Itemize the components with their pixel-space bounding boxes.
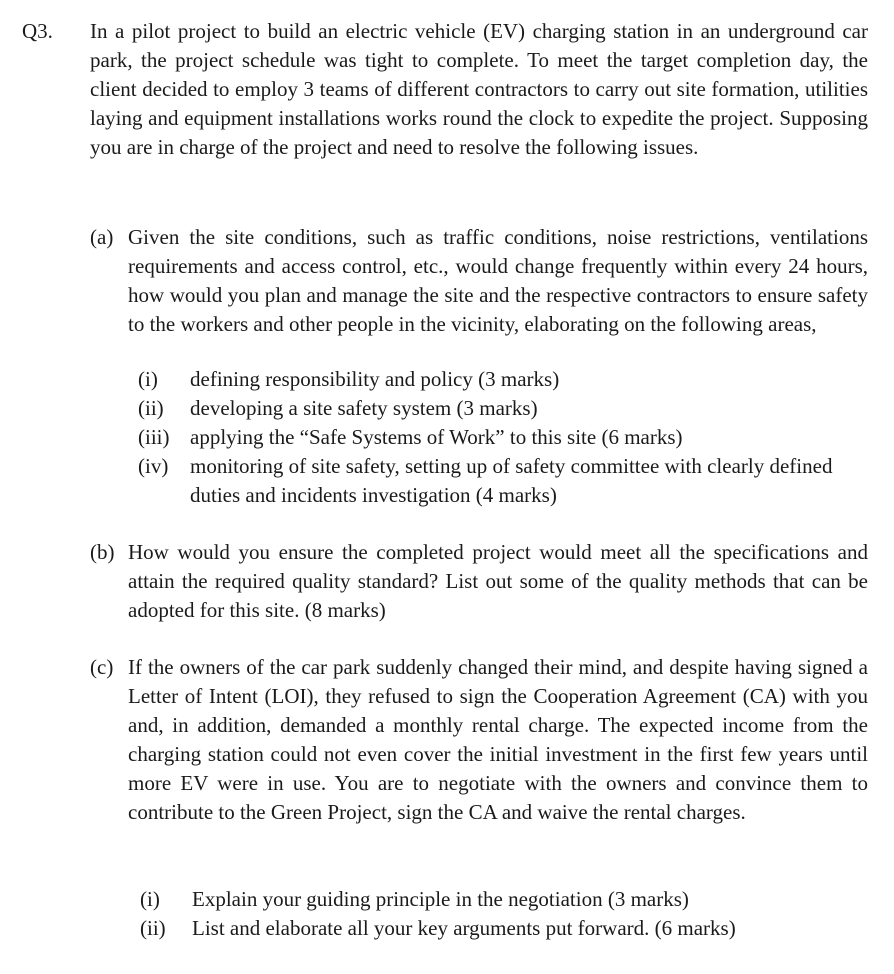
part-a-item-text: applying the “Safe Systems of Work” to this site (6 marks) — [190, 425, 683, 449]
part-a-label: (a) — [90, 225, 114, 249]
part-c-item-text: List and elaborate all your key arguments put forward. (6 marks) — [192, 916, 736, 940]
question-intro: In a pilot project to build an electric vehicle (EV) charging station in an underground car park, the project schedule was tight to complete. To meet the target completion day, the client decided to employ 3 teams of different contractors to carry out site formation, utilities laying and equipment installations works round the clock to expedite the project. Supposing you are in charge of the project and need to resolve the following issues. — [90, 19, 868, 159]
part-a-item-label: (iv) — [138, 454, 169, 478]
part-c-item-ii — [140, 914, 868, 943]
part-b-text: How would you ensure the completed project would meet all the specifications and attain the required quality standard? List out some of the quality methods that can be adopted for this site. (8 marks) — [128, 540, 868, 622]
part-c-text: If the owners of the car park suddenly changed their mind, and despite having signed a Letter of Intent (LOI), they refused to sign the Cooperation Agreement (CA) with you and, in addition, demanded a monthly rental charge. The expected income from the charging station could not even cover the initial investment in the first few years until more EV were in use. You are to negotiate with the owners and convince them to contribute to the Green Project, sign the CA and waive the rental charges. — [128, 655, 868, 824]
part-c — [90, 653, 868, 827]
part-c-item-label: (ii) — [140, 916, 166, 940]
part-a-item-text: developing a site safety system (3 marks) — [190, 396, 538, 420]
part-a-item-ii — [138, 394, 868, 423]
part-a — [90, 223, 868, 339]
part-a-item-text: monitoring of site safety, setting up of safety committee with clearly defined duties and incidents investigation (4 marks) — [190, 454, 833, 507]
part-b — [90, 538, 868, 625]
part-c-item-i — [140, 885, 868, 914]
part-a-item-iv — [138, 452, 868, 510]
part-a-item-text: defining responsibility and policy (3 marks) — [190, 367, 560, 391]
part-a-item-label: (ii) — [138, 396, 164, 420]
part-a-item-label: (iii) — [138, 425, 170, 449]
part-a-item-iii — [138, 423, 868, 452]
question-number: Q3. — [22, 19, 53, 43]
part-c-label: (c) — [90, 655, 114, 679]
part-a-item-label: (i) — [138, 367, 158, 391]
part-b-label: (b) — [90, 540, 115, 564]
part-c-item-text: Explain your guiding principle in the negotiation (3 marks) — [192, 887, 689, 911]
part-a-text: Given the site conditions, such as traffic conditions, noise restrictions, ventilations requirements and access control, etc., would change frequently within every 24 hours, how would you plan and manage the site and the respective contractors to ensure safety to the workers and other people in the vicinity, elaborating on the following areas, — [128, 225, 868, 336]
part-a-item-i — [138, 365, 868, 394]
part-c-item-label: (i) — [140, 887, 160, 911]
